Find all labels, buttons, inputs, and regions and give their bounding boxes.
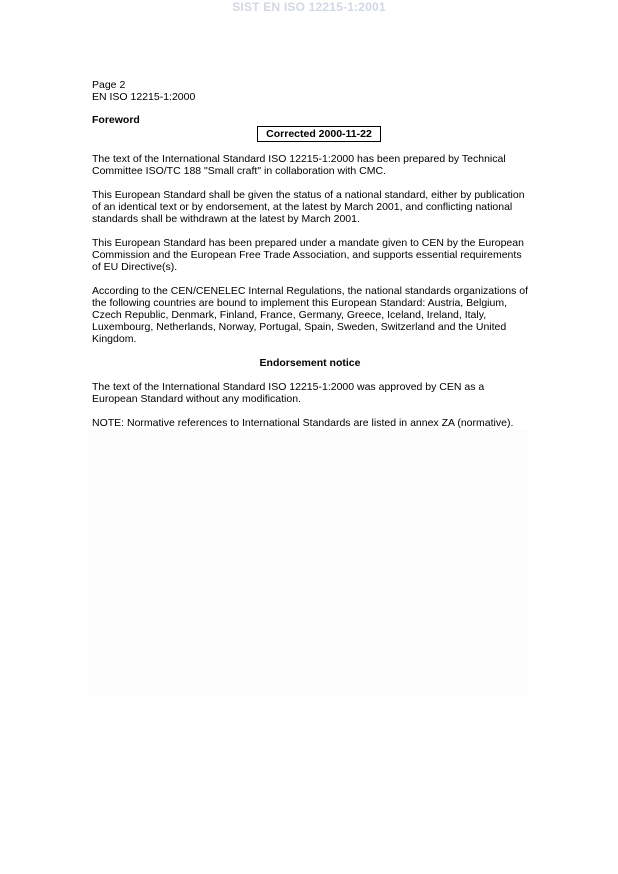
text-line: Commission and the European Free Trade Association, and supports essential requirements [92, 249, 522, 261]
text-line: European Standard without any modification. [92, 393, 301, 405]
text-line: The text of the International Standard ISO 12215-1:2000 was approved by CEN as a [92, 381, 485, 393]
text-line: According to the CEN/CENELEC Internal Regulations, the national standards organizations of [92, 285, 528, 297]
text-line: This European Standard shall be given the status of a national standard, either by publication [92, 189, 525, 201]
foreword-paragraph-2 [92, 189, 532, 225]
foreword-paragraph-4 [92, 285, 532, 345]
text-line: of an identical text or by endorsement, at the latest by March 2001, and conflicting national [92, 201, 513, 213]
text-line: NOTE: Normative references to International Standards are listed in annex ZA (normative). [92, 417, 514, 429]
text-line: Committee ISO/TC 188 "Small craft" in collaboration with CMC. [92, 165, 386, 177]
endorsement-paragraph [92, 381, 532, 405]
text-line: The text of the International Standard ISO 12215-1:2000 has been prepared by Technical [92, 153, 506, 165]
endorsement-heading: Endorsement notice [259, 357, 361, 369]
foreword-paragraph-3 [92, 237, 532, 273]
text-line: standards shall be withdrawn at the latest by March 2001. [92, 213, 360, 225]
text-line: This European Standard has been prepared under a mandate given to CEN by the European [92, 237, 524, 249]
text-line: Luxembourg, Netherlands, Norway, Portugal, Spain, Sweden, Switzerland and the United [92, 321, 507, 333]
foreword-heading: Foreword [92, 114, 140, 126]
faint-shaded-region [88, 430, 528, 696]
text-line: Czech Republic, Denmark, Finland, France, Germany, Greece, Iceland, Ireland, Italy, [92, 309, 487, 321]
document-watermark: SIST EN ISO 12215-1:2001 [232, 0, 386, 14]
page-number: Page 2 [92, 79, 126, 91]
text-line: of EU Directive(s). [92, 261, 178, 273]
corrected-date-box: Corrected 2000-11-22 [257, 126, 381, 142]
text-line: Kingdom. [92, 333, 137, 345]
text-line: the following countries are bound to implement this European Standard: Austria, Belgium, [92, 297, 507, 309]
foreword-paragraph-1 [92, 153, 532, 177]
standard-reference: EN ISO 12215-1:2000 [92, 91, 196, 103]
normative-note [92, 417, 532, 429]
